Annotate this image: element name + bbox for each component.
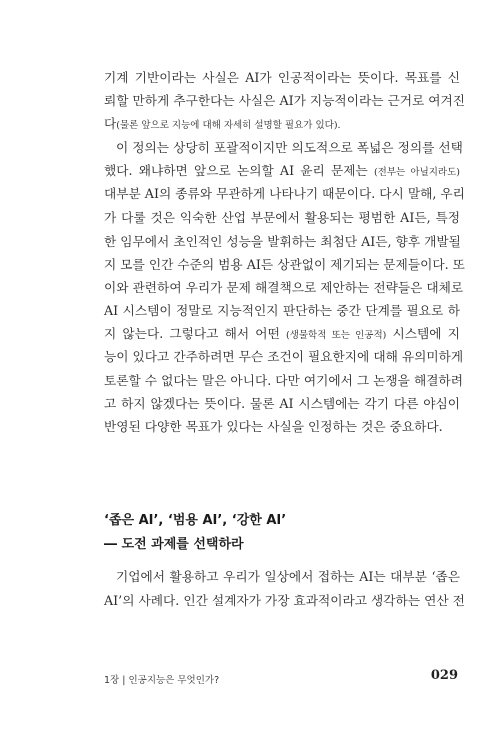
p2-line-2-note: (전부는 아닐지라도) [373, 167, 460, 178]
p3-line-2: AI’의 사례다. 인간 설계자가 가장 효과적이라고 생각하는 연산 전 [104, 593, 465, 608]
footer-chapter: 1장 | 인공지능은 무엇인가? [104, 675, 220, 686]
p2-line-9 [104, 325, 460, 345]
p2-line-6: 지 모를 인간 수준의 범용 AI든 상관없이 제기되는 문제들이다. 또 [104, 257, 465, 272]
p2-line-5: 한 임무에서 초인적인 성능을 발휘하는 최첨단 AI든, 향후 개발될 [104, 234, 461, 249]
p2-line-13: 반영된 다양한 목표가 있다는 사실을 인정하는 것은 중요하다. [104, 419, 443, 434]
p1-line-1: 기계 기반이라는 사실은 AI가 인공적이라는 뜻이다. 목표를 신 [104, 70, 460, 85]
p2-line-2-text: 했다. 왜냐하면 앞으로 논의할 AI 윤리 문제는 [104, 163, 374, 178]
p2-line-2 [104, 162, 460, 182]
p1-line-3-text: 다 [104, 116, 117, 131]
p2-line-3: 대부분 AI의 종류와 무관하게 나타나기 때문이다. 다시 말해, 우리 [104, 186, 465, 201]
p2-line-4: 가 다룰 것은 익숙한 산업 부문에서 활용되는 평범한 AI든, 특정 [104, 210, 460, 225]
p2-line-9-b: 시스템에 지 [386, 326, 460, 341]
section-subtitle: ― 도전 과제를 선택하라 [104, 537, 244, 552]
p2-line-9-a: 지 않는다. 그렇다고 해서 어떤 [104, 326, 286, 341]
p2-line-8: AI 시스템이 정말로 지능적인지 판단하는 중간 단계를 필요로 하 [104, 303, 460, 318]
page-number: 029 [430, 668, 458, 683]
section-title: ‘좁은 AI’, ‘범용 AI’, ‘강한 AI’ [104, 513, 287, 528]
p1-line-3-note: (물론 앞으로 지능에 대해 자세히 설명할 필요가 있다). [116, 120, 341, 131]
p2-line-11: 토론할 수 없다는 말은 아니다. 다만 여기에서 그 논쟁을 해결하려 [104, 373, 463, 388]
p1-line-2: 뢰할 만하게 추구한다는 사실은 AI가 지능적이라는 근거로 여겨진 [104, 93, 466, 108]
p2-line-10: 능이 있다고 간주하려면 무슨 조건이 필요한지에 대해 유의미하게 [104, 349, 464, 364]
p2-line-9-note: (생물학적 또는 인공적) [286, 330, 387, 341]
p2-line-12: 고 하지 않겠다는 뜻이다. 물론 AI 시스템에는 각기 다른 야심이 [104, 396, 460, 411]
p2-line-7: 이와 관련하여 우리가 문제 해결책으로 제안하는 전략들은 대체로 [104, 280, 464, 295]
p3-line-1: 기업에서 활용하고 우리가 일상에서 접하는 AI는 대부분 ‘좁은 [116, 569, 460, 584]
p1-line-3 [104, 115, 460, 135]
p2-line-1: 이 정의는 상당히 포괄적이지만 의도적으로 폭넓은 정의를 선택 [116, 140, 463, 155]
